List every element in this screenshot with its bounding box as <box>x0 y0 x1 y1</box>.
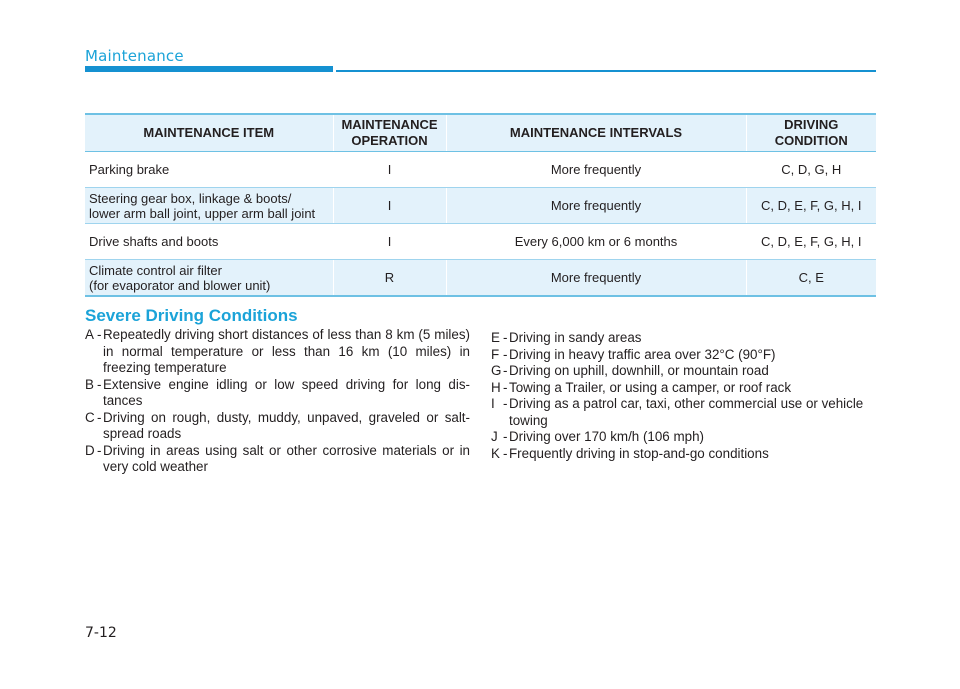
maintenance-table <box>85 113 876 297</box>
condition-letter: A <box>85 327 94 342</box>
condition-text: Driving on uphill, downhill, or mountain road <box>509 363 769 378</box>
condition-letter: I <box>491 396 495 411</box>
condition-item: A - Repeatedly driving short distances of less than 8 km (5 miles) in normal temperature or less than 16 km (10 miles) in freezing temperature <box>85 327 470 375</box>
cell-operation: R <box>333 260 446 297</box>
table-row <box>85 260 876 297</box>
cell-condition: C, E <box>746 260 876 297</box>
table-row <box>85 188 876 224</box>
condition-letter: J <box>491 429 498 444</box>
cell-operation: I <box>333 152 446 188</box>
condition-letter: C <box>85 409 95 425</box>
severe-conditions-title: Severe Driving Conditions <box>85 306 298 325</box>
table-row <box>85 224 876 260</box>
condition-text: Frequently driving in stop-and-go conditions <box>509 445 769 461</box>
condition-item: H - Towing a Trailer, or using a camper, or roof rack <box>491 380 886 397</box>
condition-letter: F <box>491 346 500 362</box>
section-title: Maintenance <box>85 47 184 65</box>
cell-item: Drive shafts and boots <box>85 224 333 260</box>
cell-item-line: lower arm ball joint, upper arm ball joint <box>89 205 316 221</box>
cell-condition: C, D, E, F, G, H, I <box>746 224 876 260</box>
cell-operation: I <box>333 224 446 260</box>
header-maintenance-operation: MAINTENANCE OPERATION <box>333 114 446 152</box>
conditions-list-left <box>85 327 470 476</box>
condition-item: B - Extensive engine idling or low speed driving for long dis-tances <box>85 376 470 408</box>
condition-item: F - Driving in heavy traffic area over 32°C (90°F) <box>491 347 886 364</box>
cell-item: Parking brake <box>85 152 333 188</box>
condition-letter: E <box>491 330 500 345</box>
cell-interval: More frequently <box>446 152 746 188</box>
condition-text: Driving in sandy areas <box>509 330 642 345</box>
condition-text: Extensive engine idling or low speed driving for long dis-tances <box>103 376 470 408</box>
condition-item: G - Driving on uphill, downhill, or mountain road <box>491 363 886 380</box>
cell-interval: More frequently <box>446 188 746 224</box>
condition-text: Driving in heavy traffic area over 32°C (90°F) <box>509 346 776 362</box>
condition-text: Repeatedly driving short distances of less than 8 km (5 miles) in normal temperature or less than 16 km (10 miles) in freezing temperature <box>103 327 470 375</box>
cell-item-line: Steering gear box, linkage & boots/ <box>89 190 292 206</box>
condition-item: I - Driving as a patrol car, taxi, other commercial use or vehicle towing <box>491 396 886 429</box>
condition-text: Driving on rough, dusty, muddy, unpaved, graveled or salt-spread roads <box>103 409 470 441</box>
cell-item <box>85 260 333 297</box>
cell-item-line: Climate control air filter <box>89 262 222 278</box>
table-header-row <box>85 114 876 152</box>
cell-interval: More frequently <box>446 260 746 297</box>
condition-item: K - Frequently driving in stop-and-go conditions <box>491 446 886 463</box>
condition-letter: G <box>491 363 502 378</box>
header-driving-condition: DRIVING CONDITION <box>746 114 876 152</box>
header-maintenance-item: MAINTENANCE ITEM <box>85 114 333 152</box>
condition-text: Driving over 170 km/h (106 mph) <box>509 429 704 444</box>
condition-item: C - Driving on rough, dusty, muddy, unpaved, graveled or salt-spread roads <box>85 409 470 441</box>
header-rule-thin <box>336 70 876 72</box>
header-maintenance-intervals: MAINTENANCE INTERVALS <box>446 114 746 152</box>
condition-letter: K <box>491 445 500 461</box>
condition-item: J - Driving over 170 km/h (106 mph) <box>491 429 886 446</box>
condition-item: D - Driving in areas using salt or other corrosive materials or in very cold weather <box>85 442 470 474</box>
cell-operation: I <box>333 188 446 224</box>
cell-condition: C, D, G, H <box>746 152 876 188</box>
condition-text: Towing a Trailer, or using a camper, or roof rack <box>509 379 792 395</box>
condition-letter: D <box>85 442 95 458</box>
condition-text: Driving as a patrol car, taxi, other commercial use or vehicle towing <box>509 396 864 428</box>
condition-text: Driving in areas using salt or other corrosive materials or in very cold weather <box>103 442 470 474</box>
header-rule-thick <box>85 66 333 72</box>
condition-letter: B <box>85 376 94 392</box>
cell-item-line: (for evaporator and blower unit) <box>89 277 271 293</box>
conditions-list-right <box>491 330 886 462</box>
page-number: 7-12 <box>85 625 117 641</box>
table-row <box>85 152 876 188</box>
cell-item <box>85 188 333 224</box>
cell-condition: C, D, E, F, G, H, I <box>746 188 876 224</box>
cell-interval: Every 6,000 km or 6 months <box>446 224 746 260</box>
condition-letter: H <box>491 379 501 395</box>
condition-item: E - Driving in sandy areas <box>491 330 886 347</box>
